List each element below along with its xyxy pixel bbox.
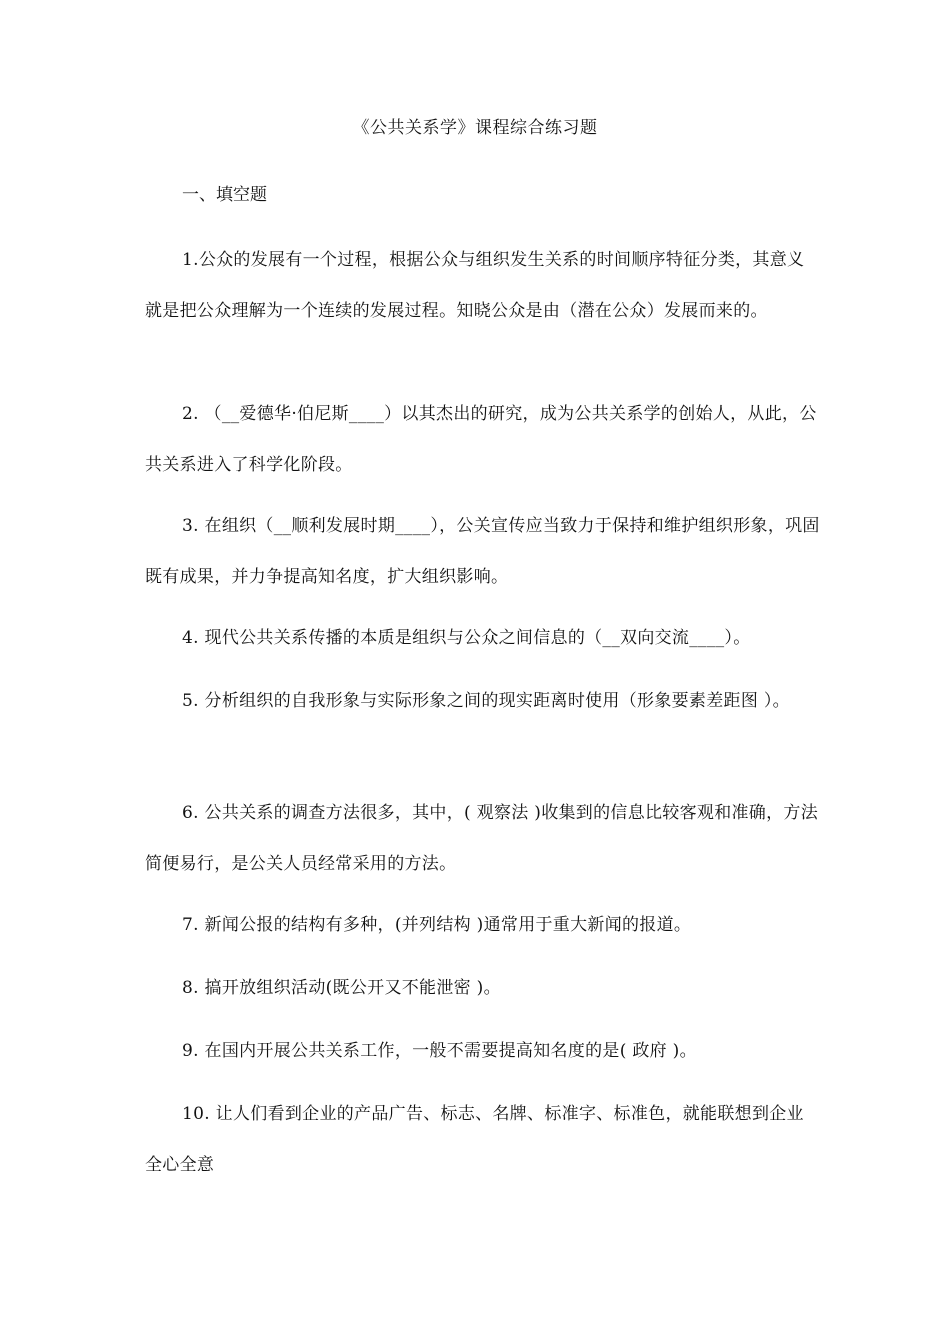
question-6: 6. 公共关系的调查方法很多，其中，( 观察法 )收集到的信息比较客观和准确，方法简便易行，是公关人员经常采用的方法。: [145, 803, 818, 874]
question-9: 9. 在国内开展公共关系工作，一般不需要提高知名度的是( 政府 )。: [182, 1041, 697, 1061]
question-10: 10. 让人们看到企业的产品广告、标志、名牌、标准字、标准色，就能联想到企业全心全意: [145, 1104, 804, 1175]
question-4: 4. 现代公共关系传播的本质是组织与公众之间信息的（__双向交流____）。: [182, 628, 751, 648]
document-title: 《公共关系学》课程综合练习题: [352, 118, 598, 138]
question-8: 8. 搞开放组织活动(既公开又不能泄密 )。: [182, 978, 501, 998]
question-2: 2. （__爱德华·伯尼斯____）以其杰出的研究，成为公共关系学的创始人，从此，公共关系进入了科学化阶段。: [145, 404, 817, 475]
question-5: 5. 分析组织的自我形象与实际形象之间的现实距离时使用（形象要素差距图 ）。: [182, 691, 790, 711]
question-1: 1.公众的发展有一个过程，根据公众与组织发生关系的时间顺序特征分类，其意义就是把公众理解为一个连续的发展过程。知晓公众是由（潜在公众）发展而来的。: [145, 250, 805, 321]
section-heading: 一、填空题: [182, 185, 267, 205]
question-7: 7. 新闻公报的结构有多种，(并列结构 )通常用于重大新闻的报道。: [182, 915, 692, 935]
question-3: 3. 在组织（__顺利发展时期____），公关宣传应当致力于保持和维护组织形象，巩固既有成果，并力争提高知名度，扩大组织影响。: [145, 516, 820, 587]
